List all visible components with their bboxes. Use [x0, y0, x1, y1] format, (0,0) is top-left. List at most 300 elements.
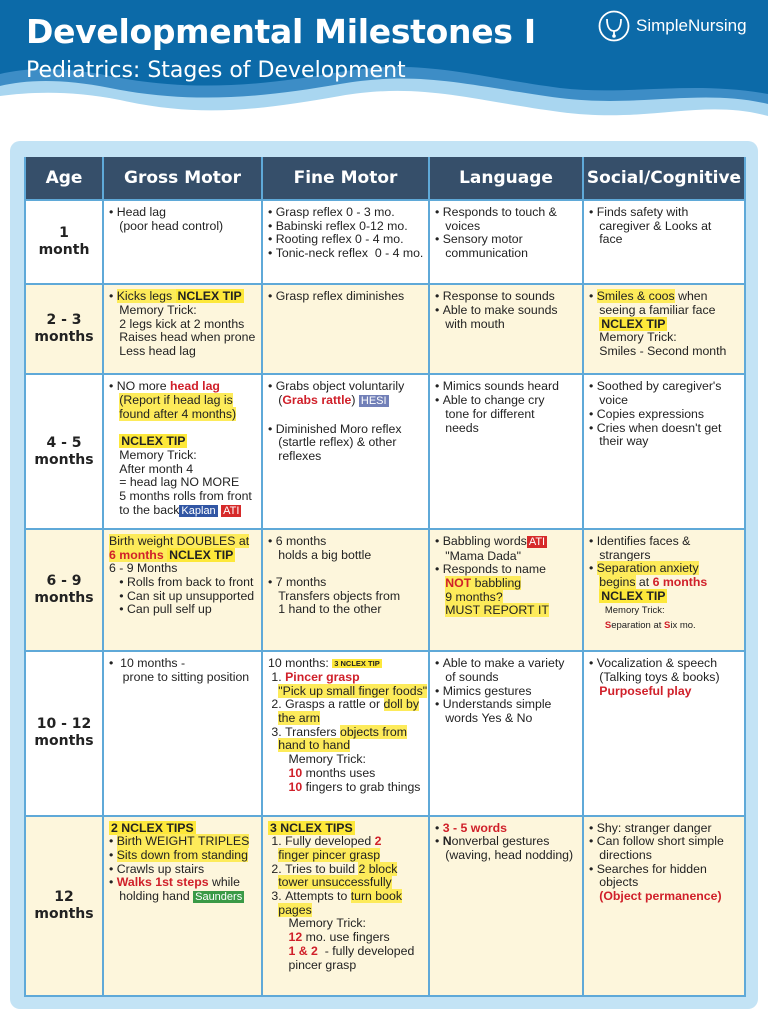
text-segment: - fully developed: [317, 943, 415, 958]
text-segment: eparation at: [611, 620, 665, 632]
cell-line: [435, 304, 579, 318]
text-segment: prone to sitting position: [109, 669, 250, 684]
text-segment: 6 - 9 Months: [109, 561, 178, 576]
cell-gross-motor: [103, 374, 262, 528]
highlighted-text: begins: [599, 574, 636, 589]
cell-line: [268, 409, 425, 423]
cell-social-cognitive: [583, 529, 745, 651]
cell-fine-motor: [262, 529, 429, 651]
cell-line: [109, 435, 258, 449]
text-segment: •: [589, 561, 597, 576]
column-header-language: Language: [429, 157, 583, 200]
text-segment: •: [109, 834, 117, 849]
cell-line: [268, 712, 425, 726]
cell-gross-motor: [103, 651, 262, 815]
cell-line: [589, 290, 741, 304]
text-segment: • Mimics gestures: [435, 683, 532, 698]
cell-line: [268, 380, 425, 394]
age-label: 10 - 12: [36, 716, 92, 733]
highlighted-text: the arm: [278, 711, 320, 726]
cell-line: [589, 685, 741, 699]
text-segment: mo. use fingers: [302, 930, 390, 945]
text-segment: with mouth: [435, 316, 505, 331]
cell-line: [435, 577, 579, 591]
cell-line: [268, 959, 425, 973]
highlighted-text: babbling: [471, 575, 522, 590]
cell-social-cognitive: [583, 200, 745, 284]
cell-line: [268, 781, 425, 795]
cell-line: [268, 423, 425, 437]
cell-line: [435, 247, 579, 261]
nclex-tip-badge: NCLEX TIP: [121, 434, 186, 449]
text-segment: 2. Grasps a rattle or: [268, 697, 384, 712]
text-segment: • Grasp reflex 0 - 3 mo.: [268, 205, 395, 219]
cell-line: [109, 835, 258, 849]
text-segment: • Rooting reflex 0 - 4 mo.: [268, 232, 404, 247]
nclex-tip-badge: NCLEX TIP: [601, 316, 666, 331]
emphasis-text: Grabs rattle: [282, 393, 352, 408]
text-segment: Memory Trick:: [109, 447, 197, 462]
emphasis-text: 10: [288, 779, 303, 794]
cell-line: [109, 290, 258, 304]
cell-social-cognitive: [583, 651, 745, 815]
text-segment: (waving, head nodding): [435, 847, 574, 862]
text-segment: holds a big bottle: [268, 547, 372, 562]
cell-line: [268, 562, 425, 576]
text-segment: •: [589, 289, 597, 304]
stethoscope-heart-icon: [598, 10, 630, 42]
text-segment: voice: [589, 393, 628, 408]
text-segment: tone for different: [435, 406, 535, 421]
cell-line: [435, 671, 579, 685]
cell-line: [435, 822, 579, 836]
cell-line: [109, 822, 258, 836]
highlighted-text: Birth WEIGHT TRIPLES: [116, 834, 250, 849]
cell-line: [268, 450, 425, 464]
cell-line: [268, 835, 425, 849]
cell-line: [268, 549, 425, 563]
text-segment: Memory Trick:: [589, 330, 677, 345]
text-segment: [589, 589, 599, 603]
cell-line: [589, 590, 741, 604]
text-segment: • Vocalization & speech: [589, 656, 718, 671]
highlighted-text: 9 months?: [445, 589, 503, 604]
cell-line: [435, 604, 579, 618]
cell-line: [268, 206, 425, 220]
cell-language: [429, 529, 583, 651]
cell-line: [268, 890, 425, 904]
age-label: 1: [59, 225, 69, 242]
column-header-age: Age: [25, 157, 103, 200]
emphasis-text: S: [664, 620, 671, 632]
cell-gross-motor: [103, 284, 262, 374]
text-segment: • NO more: [109, 379, 171, 394]
highlighted-text: 6 months: [109, 547, 164, 562]
text-segment: • Can sit up unsupported: [109, 588, 255, 603]
text-segment: when: [674, 289, 708, 304]
cell-fine-motor: [262, 200, 429, 284]
text-segment: onverbal gestures: [451, 834, 550, 849]
text-segment: •: [435, 820, 443, 835]
cell-line: [109, 603, 258, 617]
text-segment: [268, 738, 278, 752]
highlighted-text: MUST REPORT IT: [445, 603, 549, 618]
text-segment: Less head lag: [109, 344, 196, 359]
cell-line: [109, 318, 258, 332]
text-segment: Raises head when prone: [109, 330, 256, 345]
table-row: [25, 529, 745, 651]
cell-line: [109, 220, 258, 234]
cell-line: [589, 318, 741, 332]
cell-line: [589, 835, 741, 849]
cell-language: [429, 651, 583, 815]
text-segment: to the back: [109, 502, 180, 517]
cell-line: [435, 206, 579, 220]
source-tag: ATI: [528, 535, 546, 548]
text-segment: [109, 421, 112, 435]
age-cell: [25, 374, 103, 528]
cell-line: [589, 535, 741, 549]
text-segment: 2. Tries to build: [268, 861, 359, 876]
source-tag: Kaplan: [181, 504, 216, 517]
text-segment: [435, 576, 445, 590]
cell-line: [435, 394, 579, 408]
text-segment: [268, 875, 278, 889]
nclex-tip-badge: 3 NCLEX TIP: [334, 659, 380, 669]
text-segment: words Yes & No: [435, 710, 533, 725]
age-cell: [25, 529, 103, 651]
text-segment: • 7 months: [268, 574, 327, 589]
nclex-tip-badge: NCLEX TIP: [177, 289, 242, 304]
text-segment: = head lag NO MORE: [109, 475, 240, 490]
emphasis-text: 2: [374, 834, 382, 849]
text-segment: (poor head control): [109, 218, 224, 233]
cell-line: [435, 550, 579, 564]
text-segment: • Babbling words: [435, 533, 527, 548]
text-segment: 10 months:: [268, 656, 333, 671]
text-segment: [268, 684, 278, 698]
highlighted-text: pages: [278, 902, 312, 917]
text-segment: [268, 903, 278, 917]
text-segment: 1.: [268, 669, 286, 684]
text-segment: • Soothed by caregiver's: [589, 379, 722, 394]
cell-line: [589, 206, 741, 220]
age-label: month: [38, 242, 90, 259]
cell-line: [589, 220, 741, 234]
cell-fine-motor: [262, 374, 429, 528]
age-label: 2 - 3: [46, 312, 82, 329]
cell-line: [589, 549, 741, 563]
cell-line: [589, 233, 741, 247]
text-segment: • Responds to touch &: [435, 205, 557, 219]
highlighted-text: Separation anxiety: [596, 561, 699, 576]
text-segment: • Can pull self up: [109, 602, 212, 617]
cell-line: [268, 671, 425, 685]
text-segment: • Copies expressions: [589, 406, 705, 421]
cell-line: [109, 380, 258, 394]
cell-gross-motor: [103, 816, 262, 997]
highlighted-text: Smiles & coos: [596, 289, 675, 304]
table-row: [25, 284, 745, 374]
cell-fine-motor: [262, 284, 429, 374]
cell-line: [268, 436, 425, 450]
text-segment: [268, 930, 289, 944]
text-segment: [268, 561, 271, 575]
cell-line: [435, 698, 579, 712]
text-segment: "Mama Dada": [435, 548, 521, 563]
age-label: months: [34, 733, 94, 750]
text-segment: ix mo.: [670, 620, 696, 632]
age-label: 6 - 9: [46, 572, 82, 589]
text-segment: • Cries when doesn't get: [589, 420, 722, 435]
cell-line: [109, 504, 258, 519]
cell-line: [435, 233, 579, 247]
cell-line: [589, 394, 741, 408]
cell-language: [429, 374, 583, 528]
text-segment: 5 months rolls from front: [109, 489, 252, 504]
text-segment: face: [589, 232, 623, 247]
table-row: [25, 200, 745, 284]
cell-line: [109, 562, 258, 576]
text-segment: seeing a familiar face: [589, 302, 716, 317]
cell-line: [435, 835, 579, 849]
cell-line: [268, 290, 425, 304]
cell-line: [268, 535, 425, 549]
text-segment: • Tonic-neck reflex 0 - 4 mo.: [268, 246, 424, 261]
cell-line: [268, 849, 425, 863]
text-segment: • 6 months: [268, 533, 327, 548]
highlighted-text: NOT: [445, 575, 472, 590]
table-header-row: [25, 157, 745, 200]
cell-line: [109, 331, 258, 345]
cell-line: [109, 476, 258, 490]
text-segment: • Able to change cry: [435, 393, 545, 408]
age-cell: [25, 284, 103, 374]
text-segment: ): [351, 393, 359, 408]
text-segment: reflexes: [268, 448, 322, 463]
text-segment: while: [208, 875, 240, 890]
nclex-tip-badge: NCLEX TIP: [169, 547, 234, 562]
text-segment: [268, 766, 289, 780]
cell-fine-motor: [262, 651, 429, 815]
age-cell: [25, 200, 103, 284]
emphasis-text: 6 months: [652, 574, 708, 589]
cell-line: [268, 917, 425, 931]
text-segment: caregiver & Looks at: [589, 218, 712, 233]
cell-line: [435, 712, 579, 726]
text-segment: [109, 407, 119, 421]
highlighted-text: finger pincer grasp: [278, 847, 381, 862]
cell-line: [435, 290, 579, 304]
cell-line: [589, 863, 741, 877]
emphasis-text: Pincer grasp: [285, 669, 360, 684]
cell-social-cognitive: [583, 284, 745, 374]
text-segment: fingers to grab things: [302, 779, 421, 794]
cell-line: [268, 576, 425, 590]
text-segment: N: [442, 834, 452, 849]
cell-line: [589, 422, 741, 436]
highlighted-text: Sits down from standing: [116, 847, 248, 862]
text-segment: [589, 684, 599, 698]
cell-line: [109, 304, 258, 318]
text-segment: holding hand: [109, 889, 194, 904]
emphasis-text: 12: [288, 930, 303, 945]
page-title: Developmental Milestones I: [26, 12, 536, 51]
cell-line: [589, 618, 741, 633]
text-segment: needs: [435, 420, 479, 435]
age-label: months: [34, 589, 94, 606]
cell-line: [109, 890, 258, 905]
cell-line: [109, 876, 258, 890]
text-segment: [268, 408, 271, 422]
column-header-fine-motor: Fine Motor: [262, 157, 429, 200]
cell-line: [589, 849, 741, 863]
highlighted-text: objects from: [339, 724, 407, 739]
text-segment: •: [109, 875, 117, 890]
cell-line: [109, 449, 258, 463]
cell-language: [429, 816, 583, 997]
emphasis-text: 1 & 2: [288, 943, 318, 958]
cell-line: [109, 590, 258, 604]
text-segment: • Response to sounds: [435, 289, 555, 304]
text-segment: communication: [435, 246, 528, 261]
text-segment: • Identifies faces &: [589, 533, 691, 548]
cell-social-cognitive: [583, 374, 745, 528]
cell-line: [268, 247, 425, 261]
cell-line: [109, 576, 258, 590]
text-segment: Transfers objects from: [268, 588, 401, 603]
text-segment: at: [635, 574, 653, 589]
cell-line: [435, 563, 579, 577]
cell-gross-motor: [103, 529, 262, 651]
text-segment: Smiles - Second month: [589, 344, 727, 359]
cell-language: [429, 284, 583, 374]
cell-line: [589, 345, 741, 359]
cell-line: [589, 304, 741, 318]
text-segment: (startle reflex) & other: [268, 435, 397, 450]
cell-line: [268, 233, 425, 247]
text-segment: (Talking toys & books): [589, 669, 720, 684]
text-segment: [109, 393, 119, 407]
highlighted-text: Birth weight DOUBLES at: [109, 533, 250, 548]
nclex-tip-badge: 3 NCLEX TIPS: [270, 820, 353, 835]
cell-line: [435, 657, 579, 671]
emphasis-text: Purposeful play: [599, 683, 692, 698]
cell-line: [268, 876, 425, 890]
text-segment: • Understands simple: [435, 697, 552, 712]
text-segment: [589, 575, 599, 589]
text-segment: Memory Trick:: [109, 302, 197, 317]
cell-line: [435, 422, 579, 436]
cell-line: [268, 945, 425, 959]
cell-line: [109, 345, 258, 359]
highlighted-text: (Report if head lag is: [119, 393, 233, 408]
highlighted-text: hand to hand: [278, 738, 351, 753]
text-segment: • Searches for hidden: [589, 861, 707, 876]
text-segment: 3. Attempts to: [268, 889, 351, 904]
cell-line: [109, 535, 258, 549]
emphasis-text: Walks 1st steps: [116, 875, 209, 890]
highlighted-text: "Pick up small finger foods": [278, 683, 428, 698]
cell-line: [109, 422, 258, 436]
text-segment: • Mimics sounds heard: [435, 379, 559, 394]
cell-line: [109, 849, 258, 863]
page-subtitle: Pediatrics: Stages of Development: [26, 58, 406, 83]
cell-line: [589, 435, 741, 449]
text-segment: •: [435, 834, 443, 849]
age-cell: [25, 816, 103, 997]
text-segment: [589, 620, 605, 631]
text-segment: • Grabs object voluntarily: [268, 379, 405, 394]
cell-line: [435, 535, 579, 550]
cell-line: [589, 562, 741, 576]
text-segment: •: [109, 847, 117, 862]
age-cell: [25, 651, 103, 815]
source-tag: Saunders: [195, 891, 243, 904]
text-segment: • Grasp reflex diminishes: [268, 289, 405, 304]
cell-line: [109, 657, 258, 671]
text-segment: [268, 944, 289, 958]
highlighted-text: found after 4 months): [119, 406, 237, 421]
cell-line: [435, 685, 579, 699]
cell-line: [268, 767, 425, 781]
text-segment: of sounds: [435, 669, 499, 684]
text-segment: directions: [589, 847, 652, 862]
source-tag: HESI: [360, 395, 387, 408]
age-label: months: [34, 451, 94, 468]
cell-line: [268, 726, 425, 740]
cell-line: [268, 739, 425, 753]
cell-line: [109, 549, 258, 563]
cell-line: [109, 463, 258, 477]
cell-line: [435, 380, 579, 394]
text-segment: • Babinski reflex 0-12 mo.: [268, 218, 408, 233]
highlighted-text: tower unsuccessfully: [278, 875, 392, 890]
text-segment: •: [109, 289, 117, 304]
cell-line: [268, 683, 428, 699]
text-segment: Memory Trick:: [268, 916, 366, 931]
highlighted-text: 2 block: [358, 861, 398, 876]
cell-line: [268, 698, 425, 712]
emphasis-text: S: [604, 620, 612, 632]
column-header-social-cognitive: Social/Cognitive: [583, 157, 745, 200]
emphasis-text: 3 - 5 words: [442, 820, 507, 835]
text-segment: [589, 317, 599, 331]
text-segment: • Can follow short simple: [589, 834, 724, 849]
text-segment: [589, 889, 599, 903]
text-segment: months uses: [302, 765, 376, 780]
cell-line: [109, 490, 258, 504]
text-segment: 1 hand to the other: [268, 602, 382, 617]
text-segment: 3. Transfers: [268, 724, 340, 739]
cell-line: [589, 890, 741, 904]
cell-social-cognitive: [583, 816, 745, 997]
cell-fine-motor: [262, 816, 429, 997]
cell-line: [589, 822, 741, 836]
table-row: [25, 374, 745, 528]
cell-line: [268, 904, 425, 918]
nclex-tip-badge: 2 NCLEX TIPS: [111, 820, 194, 835]
text-segment: objects: [589, 875, 639, 890]
cell-line: [435, 591, 579, 605]
cell-line: [435, 220, 579, 234]
text-segment: After month 4: [109, 461, 194, 476]
cell-line: [589, 657, 741, 671]
text-segment: • Shy: stranger danger: [589, 820, 712, 835]
text-segment: Memory Trick:: [589, 605, 665, 617]
text-segment: Memory Trick:: [268, 752, 366, 767]
cell-line: [589, 576, 741, 590]
